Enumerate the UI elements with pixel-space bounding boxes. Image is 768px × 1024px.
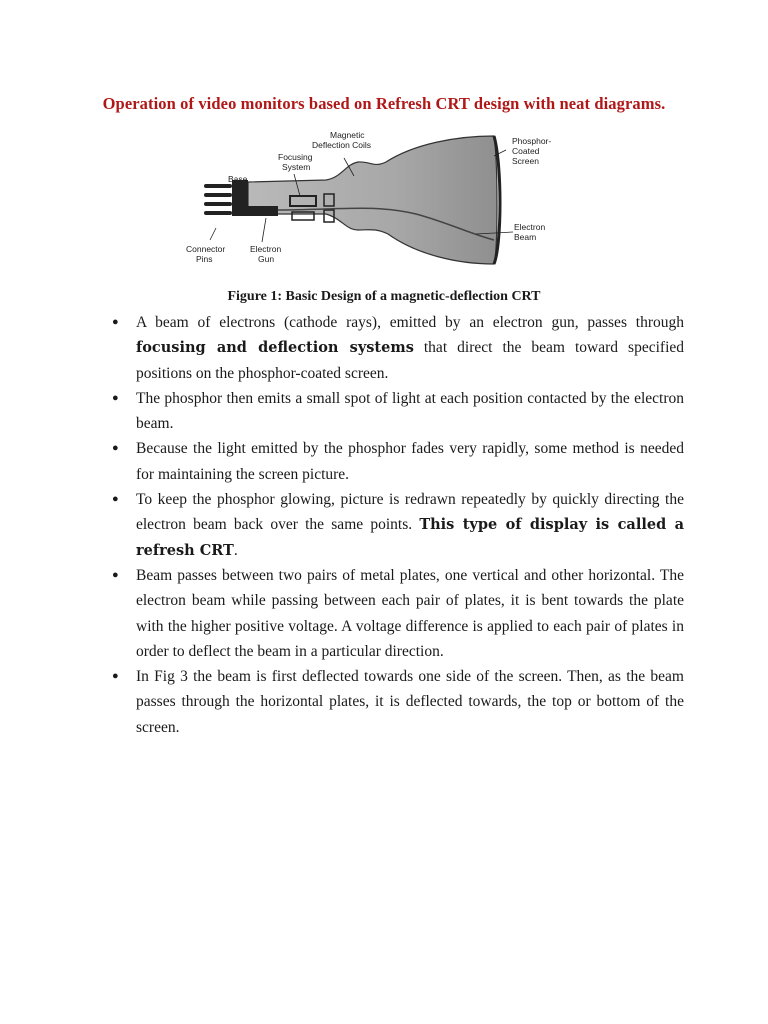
bullet-dot: ●	[112, 568, 119, 581]
label-electron-gun: Electron	[250, 244, 282, 254]
bullet-dot: ●	[112, 442, 119, 455]
label-gun: Gun	[258, 254, 275, 264]
bullet-list	[108, 310, 684, 740]
list-item	[108, 310, 684, 386]
list-item	[108, 487, 684, 563]
label-beam: Beam	[514, 232, 537, 242]
bullet-text: A beam of electrons (cathode rays), emitted by an electron gun, passes through	[136, 314, 684, 331]
label-magnetic: Magnetic	[330, 130, 365, 140]
bullet-text: The phosphor then emits a small spot of light at each position contacted by the electron beam.	[136, 389, 684, 433]
figure-caption: Figure 1: Basic Design of a magnetic-deflection CRT	[227, 289, 541, 304]
bullet-text: Beam passes between two pairs of metal plates, one vertical and other horizontal. The electron beam while passing between each pair of plates, it is bent towards the plate with the higher positive voltage. A voltage difference is applied to each pair of plates in order to deflect the beam in a particular direction.	[136, 566, 684, 660]
label-pins: Pins	[196, 254, 213, 264]
page-title: Operation of video monitors based on Refresh CRT design with neat diagrams.	[102, 94, 666, 113]
label-connector: Connector	[186, 244, 226, 254]
bullet-dot: ●	[112, 493, 119, 506]
label-coated: Coated	[512, 146, 540, 156]
list-item	[108, 664, 684, 740]
list-item	[108, 563, 684, 664]
bullet-dot: ●	[112, 316, 119, 328]
bullet-bold: This type of display is called a refresh CRT	[136, 516, 684, 559]
bullet-text: To keep the phosphor glowing, picture is redrawn repeatedly by quickly directing the electron beam back over the same points.	[136, 491, 684, 534]
bullet-text-tail: .	[233, 541, 238, 559]
bullet-bold: focusing and deflection systems	[136, 339, 414, 357]
bullet-text: Because the light emitted by the phosphor fades very rapidly, some method is needed for maintaining the screen picture.	[136, 440, 684, 483]
electron-gun	[248, 206, 278, 216]
connector-pin	[204, 211, 232, 215]
crt-diagram-svg	[176, 124, 568, 284]
label-electron-beam: Electron	[514, 222, 546, 232]
bullet-dot: ●	[112, 670, 119, 683]
connector-pin	[204, 193, 232, 197]
connector-pin	[204, 202, 232, 206]
label-system: System	[282, 162, 311, 172]
list-item	[108, 436, 684, 487]
connector-pin	[204, 184, 232, 188]
bullet-dot: ●	[112, 391, 119, 404]
list-item	[108, 386, 684, 437]
label-phosphor: Phosphor-	[512, 136, 552, 146]
bullet-text: In Fig 3 the beam is first deflected towards one side of the screen. Then, as the beam passes through the horizontal plates, it is deflected towards, the top or bottom of the screen.	[136, 668, 684, 736]
label-deflection-coils: Deflection Coils	[312, 140, 372, 150]
label-base: Base	[228, 174, 248, 184]
bullet-text-tail: that direct the beam toward specified positions on the phosphor-coated screen.	[136, 339, 684, 382]
label-focusing: Focusing	[278, 152, 313, 162]
crt-diagram	[176, 124, 568, 284]
label-screen: Screen	[512, 156, 539, 166]
